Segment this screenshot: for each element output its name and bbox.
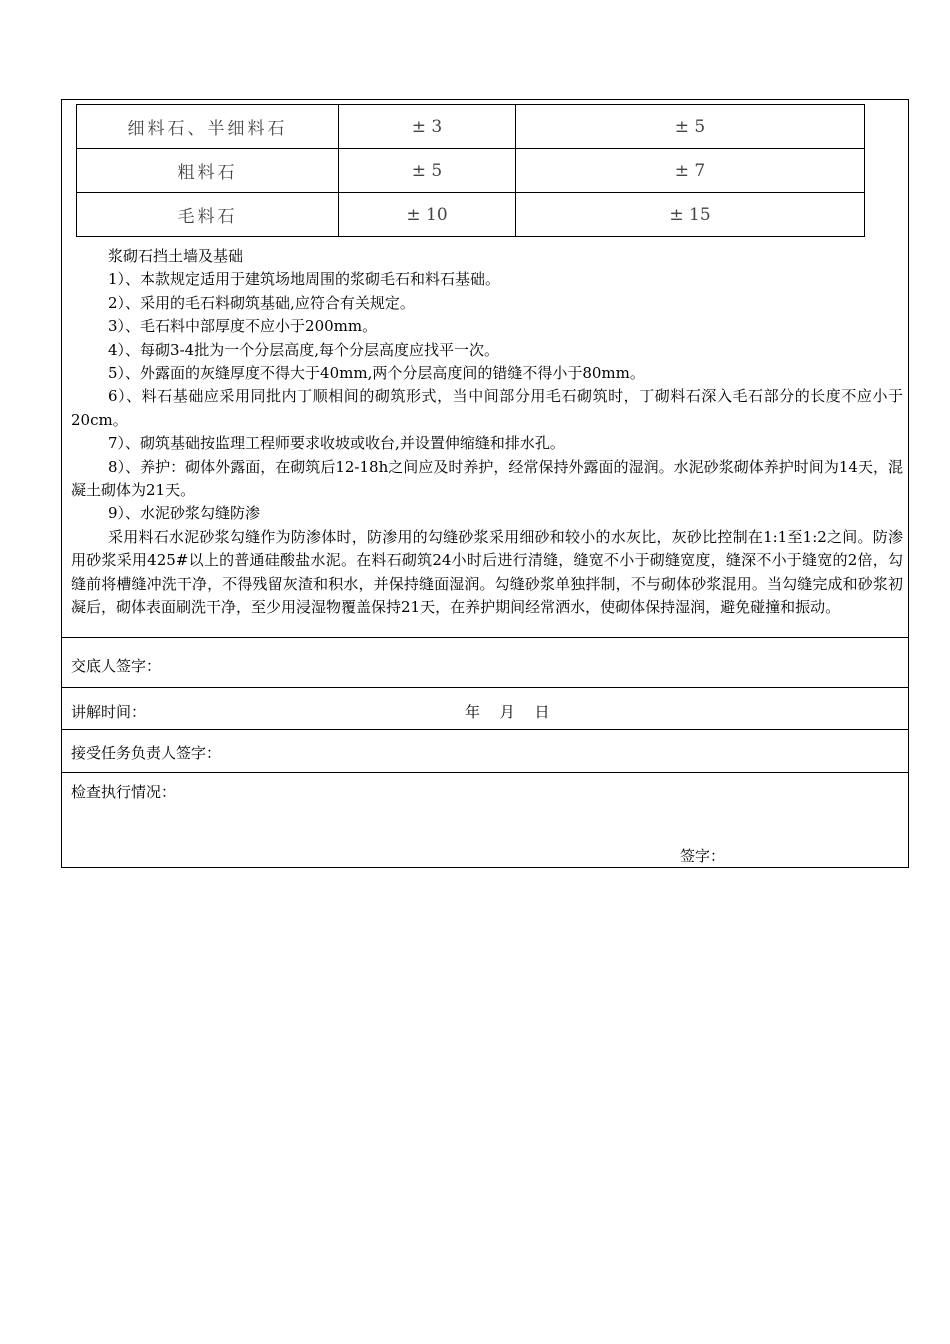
tolerance-cell: ± 7 (516, 149, 865, 193)
disclosure-person-label: 交底人签字： (71, 657, 162, 675)
stone-type-cell: 粗料石 (77, 149, 339, 193)
row-divider (61, 729, 909, 730)
clause-paragraph: 1）、本款规定适用于建筑场地周围的浆砌毛石和料石基础。 (108, 270, 501, 289)
clause-paragraph: 采用料石水泥砂浆勾缝作为防渗体时，防渗用的勾缝砂浆采用细砂和较小的水灰比，灰砂比控制在1:1至1:2之间。防渗用砂浆采用425#以上的普通硅酸盐水泥。在料石砌筑24小时后进行清缝，缝宽不小于砌缝宽度，缝深不小于缝宽的2倍，勾缝前将槽缝冲洗干净，不得残留灰渣和积水，并保持缝面湿润。勾缝砂浆单独拌制，不与砌体砂浆混用。当勾缝完成和砂浆初凝后，砌体表面刷洗干净，至少用浸湿物覆盖保持21天，在养护期间经常洒水，使砌体保持湿润，避免碰撞和振动。 (71, 527, 903, 617)
clause-paragraph: 5）、外露面的灰缝厚度不得大于40mm,两个分层高度间的错缝不得小于80mm。 (108, 364, 645, 383)
tolerance-cell: ± 5 (339, 149, 516, 193)
date-placeholder: 年 月 日 (465, 703, 550, 721)
clause-paragraph: 4）、每砌3-4批为一个分层高度,每个分层高度应找平一次。 (108, 340, 499, 359)
table-row (77, 149, 865, 193)
tolerance-cell: ± 10 (339, 193, 516, 237)
tolerance-cell: ± 3 (339, 105, 516, 149)
tolerance-cell: ± 15 (516, 193, 865, 237)
stone-type-cell: 细料石、半细料石 (77, 105, 339, 149)
table-row (77, 105, 865, 149)
table-row (77, 193, 865, 237)
stone-type-cell: 毛料石 (77, 193, 339, 237)
row-divider (61, 637, 909, 638)
clause-paragraph: 6）、料石基础应采用同批内丁顺相间的砌筑形式，当中间部分用毛石砌筑时，丁砌料石深入毛石部分的长度不应小于20cm。 (71, 387, 903, 429)
body-text (71, 245, 903, 620)
tolerance-cell: ± 5 (516, 105, 865, 149)
row-divider (61, 687, 909, 688)
clause-paragraph: 9）、水泥砂浆勾缝防渗 (108, 504, 261, 523)
receiver-signature-label: 接受任务负责人签字： (71, 744, 222, 762)
row-divider (61, 772, 909, 773)
clause-paragraph: 3）、毛石料中部厚度不应小于200mm。 (108, 317, 378, 336)
inspection-label: 检查执行情况： (71, 783, 177, 801)
clause-paragraph: 8）、养护：砌体外露面，在砌筑后12-18h之间应及时养护，经常保持外露面的湿润。水泥砂浆砌体养护时间为14天，混凝土砌体为21天。 (71, 457, 903, 500)
tolerance-table (76, 104, 865, 237)
section-heading: 浆砌石挡土墙及基础 (108, 247, 244, 265)
signature-label: 签字： (680, 847, 726, 865)
explain-time-label: 讲解时间： (71, 703, 147, 721)
clause-paragraph: 2）、采用的毛石料砌筑基础,应符合有关规定。 (108, 293, 415, 312)
clause-paragraph: 7）、砌筑基础按监理工程师要求收坡或收台,并设置伸缩缝和排水孔。 (108, 434, 565, 453)
